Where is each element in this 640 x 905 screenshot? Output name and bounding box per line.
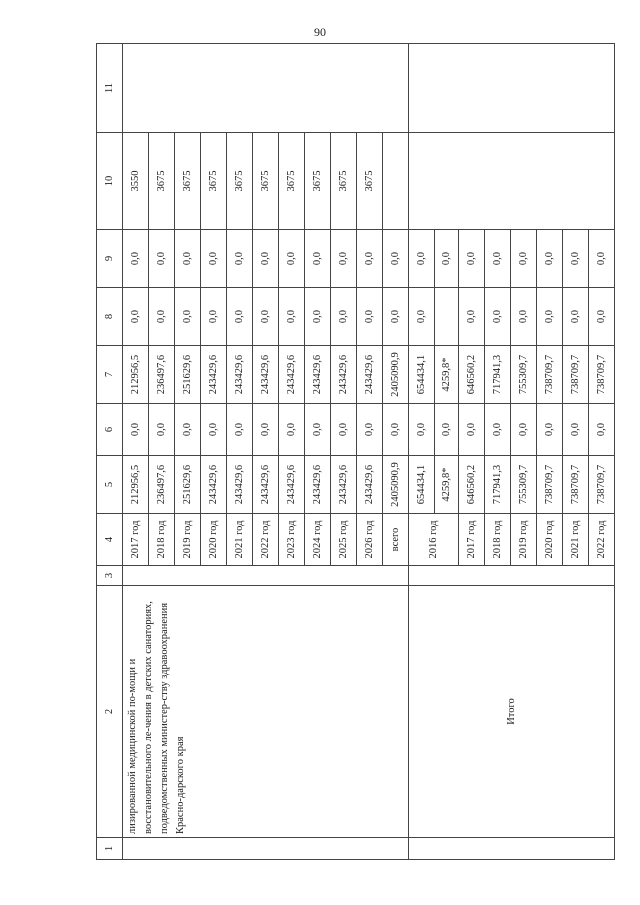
year-cell: 2018 год: [485, 514, 511, 566]
value-cell: 0,0: [305, 288, 331, 346]
value-cell: 0,0: [485, 230, 511, 288]
value-cell: 2405090,9: [383, 346, 409, 404]
value-cell: 0,0: [331, 230, 357, 288]
indicator-cell: 3675: [331, 133, 357, 230]
value-cell: 0,0: [123, 230, 149, 288]
value-cell: 243429,6: [201, 346, 227, 404]
value-cell: 0,0: [357, 288, 383, 346]
value-cell: 0,0: [279, 404, 305, 456]
value-cell: 0,0: [253, 230, 279, 288]
year-cell: 2020 год: [201, 514, 227, 566]
value-cell: 0,0: [435, 230, 459, 288]
value-cell: 0,0: [409, 288, 435, 346]
notes-cell: [123, 44, 409, 133]
value-cell: 0,0: [305, 404, 331, 456]
value-cell: 251629,6: [175, 456, 201, 514]
program-description: лизированной медицинской по-мощи и восстановительного ле-чения в детских санаториях, подведомственных министер-ству здравоохранения Красно-дарского края: [123, 586, 409, 838]
value-cell: 236497,6: [149, 346, 175, 404]
value-cell: 0,0: [383, 288, 409, 346]
value-cell: 0,0: [589, 288, 615, 346]
value-cell: 738709,7: [537, 456, 563, 514]
value-cell: 0,0: [485, 288, 511, 346]
value-cell: 0,0: [149, 288, 175, 346]
value-cell: 236497,6: [149, 456, 175, 514]
value-cell: 243429,6: [357, 346, 383, 404]
value-cell: 0,0: [537, 404, 563, 456]
value-cell: 251629,6: [175, 346, 201, 404]
value-cell: 0,0: [201, 230, 227, 288]
value-cell: 0,0: [459, 404, 485, 456]
value-cell: 4259,8*: [435, 456, 459, 514]
year-cell: 2018 год: [149, 514, 175, 566]
value-cell: 646560,2: [459, 346, 485, 404]
header-cell: 9: [97, 230, 123, 288]
value-cell: 212956,5: [123, 346, 149, 404]
value-cell: 0,0: [459, 230, 485, 288]
header-row: [97, 44, 123, 860]
value-cell: 0,0: [589, 230, 615, 288]
value-cell: 755309,7: [511, 456, 537, 514]
value-cell: 0,0: [201, 288, 227, 346]
indicator-cell: 3675: [149, 133, 175, 230]
year-cell: 2019 год: [511, 514, 537, 566]
table-row: [123, 44, 149, 860]
total-label: Итого: [409, 586, 615, 838]
value-cell: 0,0: [175, 230, 201, 288]
value-cell: 243429,6: [331, 456, 357, 514]
value-cell: 755309,7: [511, 346, 537, 404]
page-number: 90: [314, 25, 326, 39]
year-cell: 2021 год: [563, 514, 589, 566]
year-cell: 2020 год: [537, 514, 563, 566]
year-cell: 2019 год: [175, 514, 201, 566]
value-cell: 0,0: [123, 404, 149, 456]
indicator-cell: 3675: [175, 133, 201, 230]
value-cell: 243429,6: [305, 456, 331, 514]
value-cell: 212956,5: [123, 456, 149, 514]
value-cell: 0,0: [383, 230, 409, 288]
value-cell: 0,0: [331, 404, 357, 456]
indicator-cell: 3675: [357, 133, 383, 230]
value-cell: 0,0: [253, 404, 279, 456]
value-cell: 0,0: [279, 230, 305, 288]
rotated-table-frame: [96, 44, 607, 860]
value-cell: 738709,7: [589, 456, 615, 514]
indicator-cell: [409, 133, 615, 230]
value-cell: 0,0: [331, 288, 357, 346]
value-cell: 654434,1: [409, 456, 435, 514]
year-cell: 2023 год: [279, 514, 305, 566]
value-cell: 0,0: [459, 288, 485, 346]
value-cell: 0,0: [485, 404, 511, 456]
year-cell: 2026 год: [357, 514, 383, 566]
year-cell: 2016 год: [409, 514, 459, 566]
value-cell: 243429,6: [227, 456, 253, 514]
indicator-cell: 3550: [123, 133, 149, 230]
value-cell: 738709,7: [589, 346, 615, 404]
value-cell: 2405090,9: [383, 456, 409, 514]
value-cell: 0,0: [227, 404, 253, 456]
header-cell: 3: [97, 566, 123, 586]
budget-table: [96, 43, 615, 860]
value-cell: 0,0: [305, 230, 331, 288]
value-cell: 0,0: [537, 288, 563, 346]
value-cell: 717941,3: [485, 456, 511, 514]
value-cell: 0,0: [149, 230, 175, 288]
value-cell: [435, 288, 459, 346]
year-cell: 2017 год: [123, 514, 149, 566]
value-cell: 0,0: [253, 288, 279, 346]
header-cell: 11: [97, 44, 123, 133]
value-cell: 243429,6: [305, 346, 331, 404]
value-cell: 0,0: [409, 404, 435, 456]
value-cell: 0,0: [357, 230, 383, 288]
value-cell: 717941,3: [485, 346, 511, 404]
header-cell: 4: [97, 514, 123, 566]
year-cell: 2024 год: [305, 514, 331, 566]
value-cell: 0,0: [175, 288, 201, 346]
value-cell: 0,0: [435, 404, 459, 456]
value-cell: 0,0: [511, 230, 537, 288]
indicator-cell: 3675: [227, 133, 253, 230]
indicator-cell: 3675: [201, 133, 227, 230]
header-cell: 2: [97, 586, 123, 838]
value-cell: 243429,6: [331, 346, 357, 404]
value-cell: 243429,6: [253, 456, 279, 514]
value-cell: 0,0: [383, 404, 409, 456]
header-cell: 1: [97, 838, 123, 860]
value-cell: 4259,8*: [435, 346, 459, 404]
value-cell: 0,0: [175, 404, 201, 456]
value-cell: 0,0: [201, 404, 227, 456]
indicator-cell: 3675: [279, 133, 305, 230]
value-cell: 243429,6: [279, 346, 305, 404]
value-cell: 738709,7: [537, 346, 563, 404]
executor-cell: [123, 566, 409, 586]
header-cell: 7: [97, 346, 123, 404]
value-cell: 0,0: [357, 404, 383, 456]
indicator-cell: [383, 133, 409, 230]
value-cell: 0,0: [563, 288, 589, 346]
value-cell: 0,0: [563, 404, 589, 456]
table-row: [409, 44, 435, 860]
rotated-content: [96, 44, 607, 860]
value-cell: 654434,1: [409, 346, 435, 404]
value-cell: 0,0: [563, 230, 589, 288]
year-cell: 2022 год: [253, 514, 279, 566]
indicator-cell: 3675: [305, 133, 331, 230]
year-cell: 2022 год: [589, 514, 615, 566]
value-cell: 738709,7: [563, 346, 589, 404]
value-cell: 646560,2: [459, 456, 485, 514]
value-cell: 0,0: [589, 404, 615, 456]
year-cell: всего: [383, 514, 409, 566]
year-cell: 2017 год: [459, 514, 485, 566]
header-cell: 6: [97, 404, 123, 456]
executor-cell: [409, 566, 615, 586]
value-cell: 243429,6: [227, 346, 253, 404]
value-cell: 0,0: [123, 288, 149, 346]
row-number-cell: [409, 838, 615, 860]
header-cell: 8: [97, 288, 123, 346]
value-cell: 0,0: [537, 230, 563, 288]
indicator-cell: 3675: [253, 133, 279, 230]
value-cell: 0,0: [279, 288, 305, 346]
year-cell: 2021 год: [227, 514, 253, 566]
value-cell: 243429,6: [253, 346, 279, 404]
value-cell: 0,0: [227, 288, 253, 346]
year-cell: 2025 год: [331, 514, 357, 566]
value-cell: 243429,6: [201, 456, 227, 514]
value-cell: 738709,7: [563, 456, 589, 514]
row-number-cell: [123, 838, 409, 860]
header-cell: 10: [97, 133, 123, 230]
value-cell: 243429,6: [357, 456, 383, 514]
header-cell: 5: [97, 456, 123, 514]
value-cell: 0,0: [511, 404, 537, 456]
value-cell: 243429,6: [279, 456, 305, 514]
value-cell: 0,0: [511, 288, 537, 346]
value-cell: 0,0: [227, 230, 253, 288]
value-cell: 0,0: [149, 404, 175, 456]
notes-cell: [409, 44, 615, 133]
value-cell: 0,0: [409, 230, 435, 288]
